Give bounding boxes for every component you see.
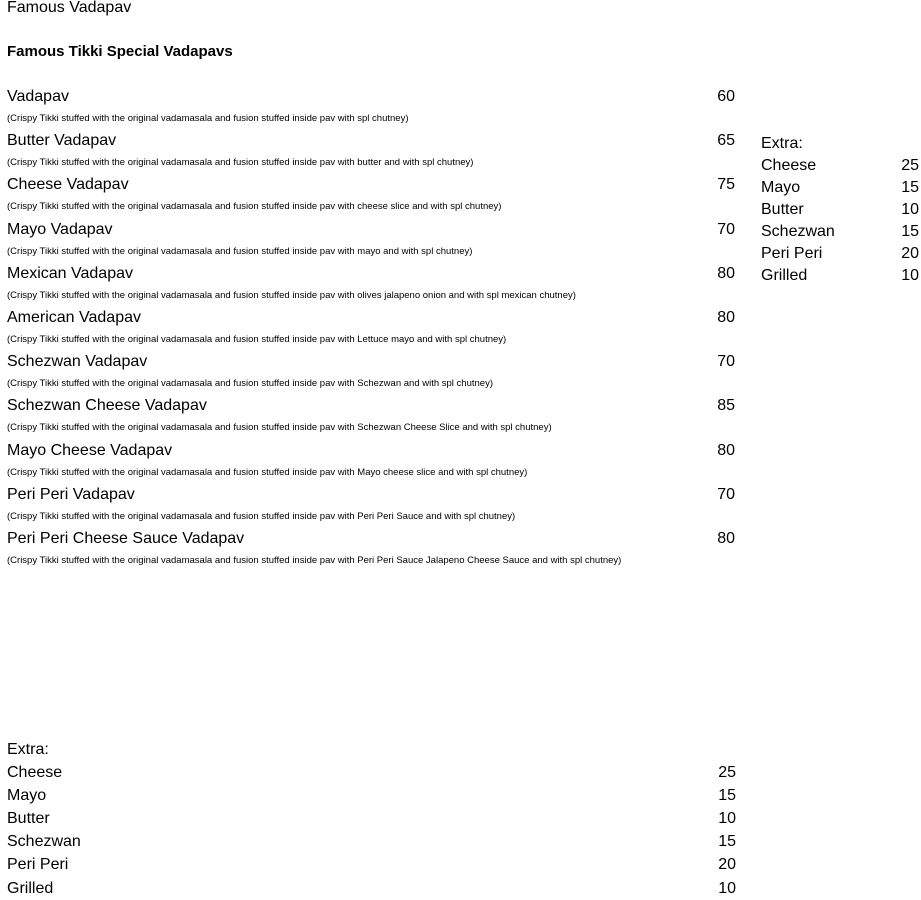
extra-item: [761, 221, 919, 243]
item-description: (Crispy Tikki stuffed with the original vadamasala and fusion stuffed inside pav with Lettuce mayo and with spl chutney): [7, 333, 507, 345]
menu-item: [7, 351, 747, 395]
section-title: Famous Tikki Special Vadapavs: [7, 43, 233, 60]
extra-price: 15: [901, 223, 919, 240]
item-price: 65: [717, 132, 735, 150]
menu-item: [7, 174, 747, 218]
item-description: (Crispy Tikki stuffed with the original vadamasala and fusion stuffed inside pav with Peri Peri Sauce Jalapeno Cheese Sauce and with spl chutney): [7, 554, 622, 566]
item-price: 80: [717, 308, 735, 326]
extra-price: 20: [718, 856, 736, 874]
extra-price: 10: [901, 201, 919, 218]
item-price: 80: [717, 529, 735, 547]
extra-item: [7, 784, 736, 807]
extra-name: Cheese: [7, 764, 63, 782]
item-name: Vadapav: [7, 88, 69, 105]
item-name: Peri Peri Cheese Sauce Vadapav: [7, 529, 245, 547]
menu-item: [7, 440, 747, 484]
item-description: (Crispy Tikki stuffed with the original vadamasala and fusion stuffed inside pav with spl chutney): [7, 113, 409, 124]
menu-item: [7, 528, 747, 572]
item-description: (Crispy Tikki stuffed with the original vadamasala and fusion stuffed inside pav with olives jalapeno onion and with spl mexican chutney): [7, 289, 576, 301]
extra-name: Peri Peri: [7, 856, 69, 874]
menu-item: [7, 307, 747, 351]
extra-name: Grilled: [761, 267, 808, 284]
extra-item: [761, 265, 919, 287]
item-name: Schezwan Cheese Vadapav: [7, 397, 207, 415]
item-price: 70: [717, 220, 735, 238]
extra-price: 15: [901, 179, 919, 196]
extra-name: Butter: [761, 201, 804, 218]
item-price: 75: [717, 176, 735, 194]
item-name: Mayo Cheese Vadapav: [7, 441, 173, 459]
item-price: 70: [717, 353, 735, 371]
page-title: Famous Vadapav: [7, 0, 132, 16]
extras-heading: Extra:: [7, 741, 49, 758]
item-description: (Crispy Tikki stuffed with the original vadamasala and fusion stuffed inside pav with Peri Peri Sauce and with spl chutney): [7, 510, 516, 522]
menu-item: [7, 130, 747, 174]
item-name: Butter Vadapav: [7, 132, 117, 150]
extra-item: [7, 761, 736, 784]
item-description: (Crispy Tikki stuffed with the original vadamasala and fusion stuffed inside pav with Schezwan Cheese Slice and with spl chutney): [7, 422, 552, 434]
menu-item: [7, 263, 747, 307]
item-name: American Vadapav: [7, 308, 141, 326]
item-description: (Crispy Tikki stuffed with the original vadamasala and fusion stuffed inside pav with butter and with spl chutney): [7, 157, 474, 169]
item-price: 80: [717, 441, 735, 459]
extra-price: 10: [901, 267, 919, 284]
extra-price: 25: [901, 157, 919, 174]
item-price: 70: [717, 485, 735, 503]
item-description: (Crispy Tikki stuffed with the original vadamasala and fusion stuffed inside pav with cheese slice and with spl chutney): [7, 201, 502, 213]
menu-item: [7, 219, 747, 263]
extra-name: Mayo: [7, 787, 47, 805]
menu-item: [7, 86, 747, 130]
extra-item: [7, 877, 736, 900]
extra-name: Schezwan: [761, 223, 835, 240]
extra-item: [7, 830, 736, 853]
item-description: (Crispy Tikki stuffed with the original vadamasala and fusion stuffed inside pav with Schezwan and with spl chutney): [7, 378, 493, 390]
item-name: Mayo Vadapav: [7, 220, 113, 238]
item-price: 60: [717, 88, 735, 105]
menu-list: [7, 86, 747, 572]
item-name: Peri Peri Vadapav: [7, 485, 135, 503]
extra-name: Cheese: [761, 157, 817, 174]
extra-item: [7, 853, 736, 876]
item-description: (Crispy Tikki stuffed with the original vadamasala and fusion stuffed inside pav with Mayo cheese slice and with spl chutney): [7, 466, 528, 478]
extra-item: [7, 807, 736, 830]
extras-side-panel: [761, 133, 919, 287]
extra-price: 15: [718, 833, 736, 851]
item-price: 85: [717, 397, 735, 415]
item-name: Mexican Vadapav: [7, 264, 133, 282]
item-price: 80: [717, 264, 735, 282]
extra-item: [761, 177, 919, 199]
extra-item: [761, 199, 919, 221]
extras-bottom-panel: [7, 738, 736, 900]
item-name: Cheese Vadapav: [7, 176, 129, 194]
extra-name: Schezwan: [7, 833, 81, 851]
extra-item: [761, 243, 919, 265]
extra-name: Mayo: [761, 179, 801, 196]
extra-name: Butter: [7, 810, 50, 828]
menu-item: [7, 395, 747, 439]
item-name: Schezwan Vadapav: [7, 353, 148, 371]
menu-item: [7, 484, 747, 528]
extra-name: Peri Peri: [761, 245, 823, 262]
extra-price: 10: [718, 879, 736, 897]
extra-name: Grilled: [7, 879, 54, 897]
extras-heading: Extra:: [761, 135, 803, 152]
extra-price: 20: [901, 245, 919, 262]
extra-item: [761, 155, 919, 177]
item-description: (Crispy Tikki stuffed with the original vadamasala and fusion stuffed inside pav with mayo and with spl chutney): [7, 245, 473, 257]
extra-price: 10: [718, 810, 736, 828]
extra-price: 25: [718, 764, 736, 782]
extra-price: 15: [718, 787, 736, 805]
